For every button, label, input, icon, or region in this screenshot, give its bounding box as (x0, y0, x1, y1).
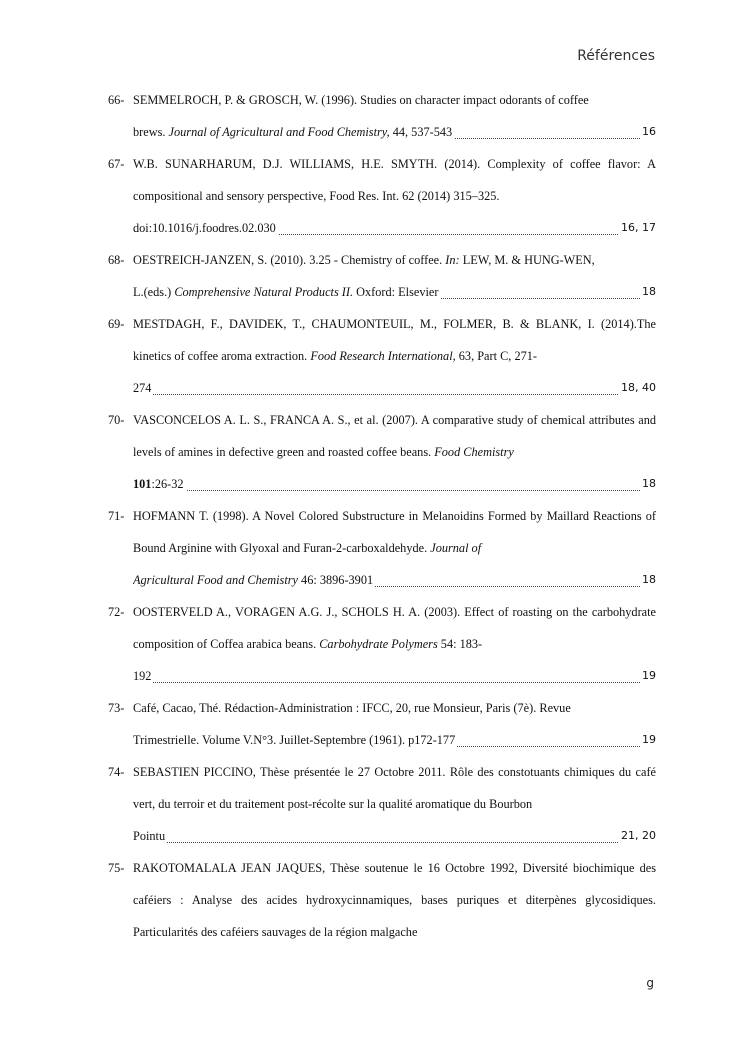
running-header: Références (577, 48, 655, 64)
reference-text: 44, 537-543 (389, 125, 453, 139)
reference-number: 67- (108, 157, 125, 171)
reference-journal: Journal of (430, 541, 482, 555)
reference-page-numbers: 19 (640, 660, 656, 692)
reference-text: OESTREICH-JANZEN, S. (2010). 3.25 - Chemistry of coffee. (133, 253, 446, 267)
reference-journal: Food Chemistry (434, 445, 514, 459)
reference-text: Pointu (133, 829, 166, 843)
reference-leader-line (133, 212, 656, 244)
reference-number: 73- (108, 701, 125, 715)
reference-text: 274 (133, 381, 152, 395)
reference-journal: Carbohydrate Polymers (319, 637, 438, 651)
reference-item (108, 756, 656, 852)
reference-volume: 101 (133, 477, 152, 491)
reference-page-numbers: 18 (640, 468, 656, 500)
reference-page-numbers: 19 (640, 724, 656, 756)
reference-italic-text: In: (445, 253, 460, 267)
page-number: g (646, 976, 654, 990)
reference-text: HOFMANN T. (1998). A Novel Colored Substructure in Melanoidins Formed by Maillard Reactions of Bound Arginine with Glyoxal and Furan-2-carboxaldehyde. (133, 509, 656, 555)
reference-page-numbers: 18 (640, 564, 656, 596)
reference-list (108, 84, 656, 948)
reference-leader-line (133, 724, 656, 756)
reference-number: 71- (108, 509, 125, 523)
reference-text: 54: 183- (437, 637, 483, 651)
reference-page-numbers: 21, 20 (619, 820, 656, 852)
reference-number: 68- (108, 253, 125, 267)
reference-item (108, 308, 656, 404)
reference-item (108, 148, 656, 244)
reference-number: 72- (108, 605, 125, 619)
reference-text: Trimestrielle. Volume V.N°3. Juillet-Septembre (1961). p172-177 (133, 733, 456, 747)
reference-text: 192 (133, 669, 152, 683)
reference-journal: Comprehensive Natural Products II. (174, 285, 354, 299)
reference-item (108, 404, 656, 500)
reference-text: Oxford: Elsevier (353, 285, 439, 299)
reference-number: 75- (108, 861, 125, 875)
reference-number: 74- (108, 765, 125, 779)
reference-journal: Food Research International, (310, 349, 456, 363)
reference-text: LEW, M. & HUNG-WEN, (459, 253, 595, 267)
reference-item (108, 596, 656, 692)
reference-text: RAKOTOMALALA JEAN JAQUES, Thèse soutenue le 16 Octobre 1992, Diversité biochimique des caféiers : Analyse des acides hydroxycinnamiques, bases puriques et diterpènes glycosidiques. Particularités des caféiers sauvages de la région malgache (133, 861, 656, 939)
reference-number: 69- (108, 317, 125, 331)
reference-text: doi:10.1016/j.foodres.02.030 (133, 221, 276, 235)
reference-text: L.(eds.) (133, 285, 175, 299)
reference-text: SEMMELROCH, P. & GROSCH, W. (1996). Studies on character impact odorants of coffee (133, 93, 589, 107)
reference-text: W.B. SUNARHARUM, D.J. WILLIAMS, H.E. SMYTH. (2014). Complexity of coffee flavor: A compositional and sensory perspective, Food Res. Int. 62 (2014) 315–325. (133, 157, 656, 203)
reference-leader-line (133, 660, 656, 692)
reference-item (108, 244, 656, 308)
reference-text: 46: 3896-3901 (297, 573, 374, 587)
reference-page-numbers: 18 (640, 276, 656, 308)
reference-number: 70- (108, 413, 125, 427)
reference-item (108, 500, 656, 596)
reference-text: OOSTERVELD A., VORAGEN A.G. J., SCHOLS H. A. (2003). Effect of roasting on the carbohydrate composition of Coffea arabica beans. (133, 605, 656, 651)
reference-text: MESTDAGH, F., DAVIDEK, T., CHAUMONTEUIL, M., FOLMER, B. & BLANK, I. (2014).The kinetics of coffee aroma extraction. (133, 317, 656, 363)
reference-item (108, 852, 656, 948)
reference-item (108, 84, 656, 148)
reference-leader-line (133, 116, 656, 148)
reference-journal: Agricultural Food and Chemistry (133, 573, 298, 587)
reference-number: 66- (108, 93, 125, 107)
reference-leader-line (133, 468, 656, 500)
reference-text: SEBASTIEN PICCINO, Thèse présentée le 27 Octobre 2011. Rôle des constotuants chimiques du café vert, du terroir et du traitement post-récolte sur la qualité aromatique du Bourbon (133, 765, 656, 811)
reference-item (108, 692, 656, 756)
reference-page-numbers: 18, 40 (619, 372, 656, 404)
reference-leader-line (133, 372, 656, 404)
reference-page-numbers: 16 (640, 116, 656, 148)
reference-text: brews. (133, 125, 169, 139)
reference-text: VASCONCELOS A. L. S., FRANCA A. S., et al. (2007). A comparative study of chemical attributes and levels of amines in defective green and roasted coffee beans. (133, 413, 656, 459)
reference-leader-line (133, 564, 656, 596)
reference-journal: Journal of Agricultural and Food Chemistry, (168, 125, 390, 139)
reference-leader-line (133, 820, 656, 852)
reference-text: 63, Part C, 271- (455, 349, 537, 363)
reference-text: Café, Cacao, Thé. Rédaction-Administration : IFCC, 20, rue Monsieur, Paris (7è). Revue (133, 701, 571, 715)
reference-text: :26-32 (151, 477, 184, 491)
reference-leader-line (133, 276, 656, 308)
reference-page-numbers: 16, 17 (619, 212, 656, 244)
